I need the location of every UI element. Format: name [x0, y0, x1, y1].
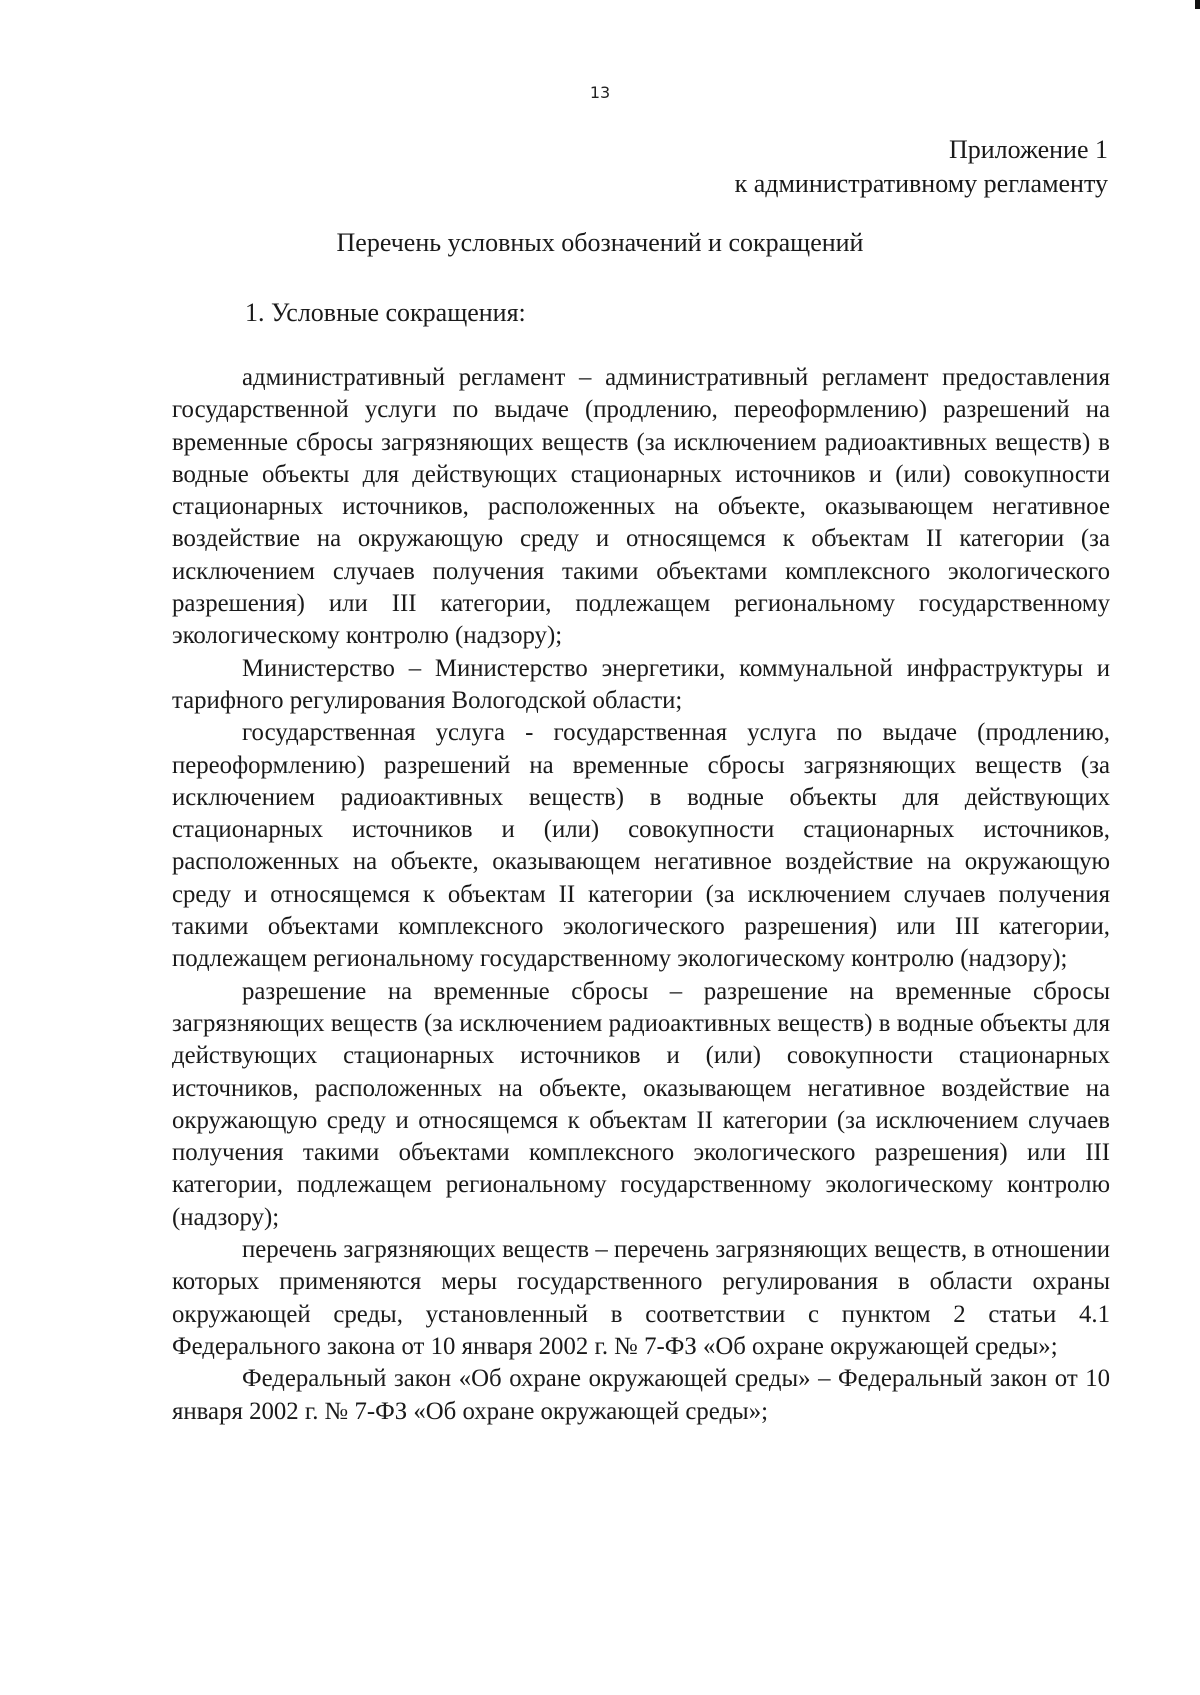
- page-number: 13: [589, 83, 611, 102]
- appendix-line-2: к административному регламенту: [734, 169, 1108, 198]
- paragraph-ministry: Министерство – Министерство энергетики, коммунальной инфраструктуры и тарифного регулирования Вологодской области;: [172, 654, 1110, 714]
- paragraph-pollutant-list: перечень загрязняющих веществ – перечень загрязняющих веществ, в отношении которых применяются меры государственного регулирования в области охраны окружающей среды, установленный в соответствии с пунктом 2 статьи 4.1 Федерального закона от 10 января 2002 г. № 7-ФЗ «Об охране окружающей среды»;: [172, 1236, 1110, 1360]
- paragraph-state-service: государственная услуга - государственная услуга по выдаче (продлению, переоформлению) разрешений на временные сбросы загрязняющих веществ (за исключением радиоактивных веществ) в водные объекты для действующих стационарных источников и (или) совокупности стационарных источников, расположенных на объекте, оказывающем негативное воздействие на окружающую среду и относящемся к объектам II категории (за исключением случаев получения такими объектами комплексного экологического разрешения) или III категории, подлежащем региональному государственному экологическому контролю (надзору);: [172, 719, 1110, 973]
- paragraph-federal-law: Федеральный закон «Об охране окружающей среды» – Федеральный закон от 10 января 2002 г. № 7-ФЗ «Об охране окружающей среды»;: [172, 1365, 1110, 1425]
- paragraph-admin-regulation: административный регламент – административный регламент предоставления государственной услуги по выдаче (продлению, переоформлению) разрешений на временные сбросы загрязняющих веществ (за исключением радиоактивных веществ) в водные объекты для действующих стационарных источников и (или) совокупности стационарных источников, расположенных на объекте, оказывающем негативное воздействие на окружающую среду и относящемся к объектам II категории (за исключением случаев получения такими объектами комплексного экологического разрешения) или III категории, подлежащем региональному государственному экологическому контролю (надзору);: [172, 364, 1110, 650]
- appendix-header: [735, 133, 1108, 201]
- scan-corner-mark: [1195, 0, 1200, 9]
- document-title: Перечень условных обозначений и сокращений: [336, 228, 864, 257]
- document-body: [172, 362, 1110, 1428]
- appendix-line-1: Приложение 1: [948, 135, 1108, 164]
- section-heading: 1. Условные сокращения:: [245, 298, 526, 327]
- paragraph-discharge-permit: разрешение на временные сбросы – разрешение на временные сбросы загрязняющих веществ (за исключением радиоактивных веществ) в водные объекты для действующих стационарных источников и (или) совокупности стационарных источников, расположенных на объекте, оказывающем негативное воздействие на окружающую среду и относящемся к объектам II категории (за исключением случаев получения такими объектами комплексного экологического разрешения) или III категории, подлежащем региональному государственному экологическому контролю (надзору);: [172, 977, 1110, 1231]
